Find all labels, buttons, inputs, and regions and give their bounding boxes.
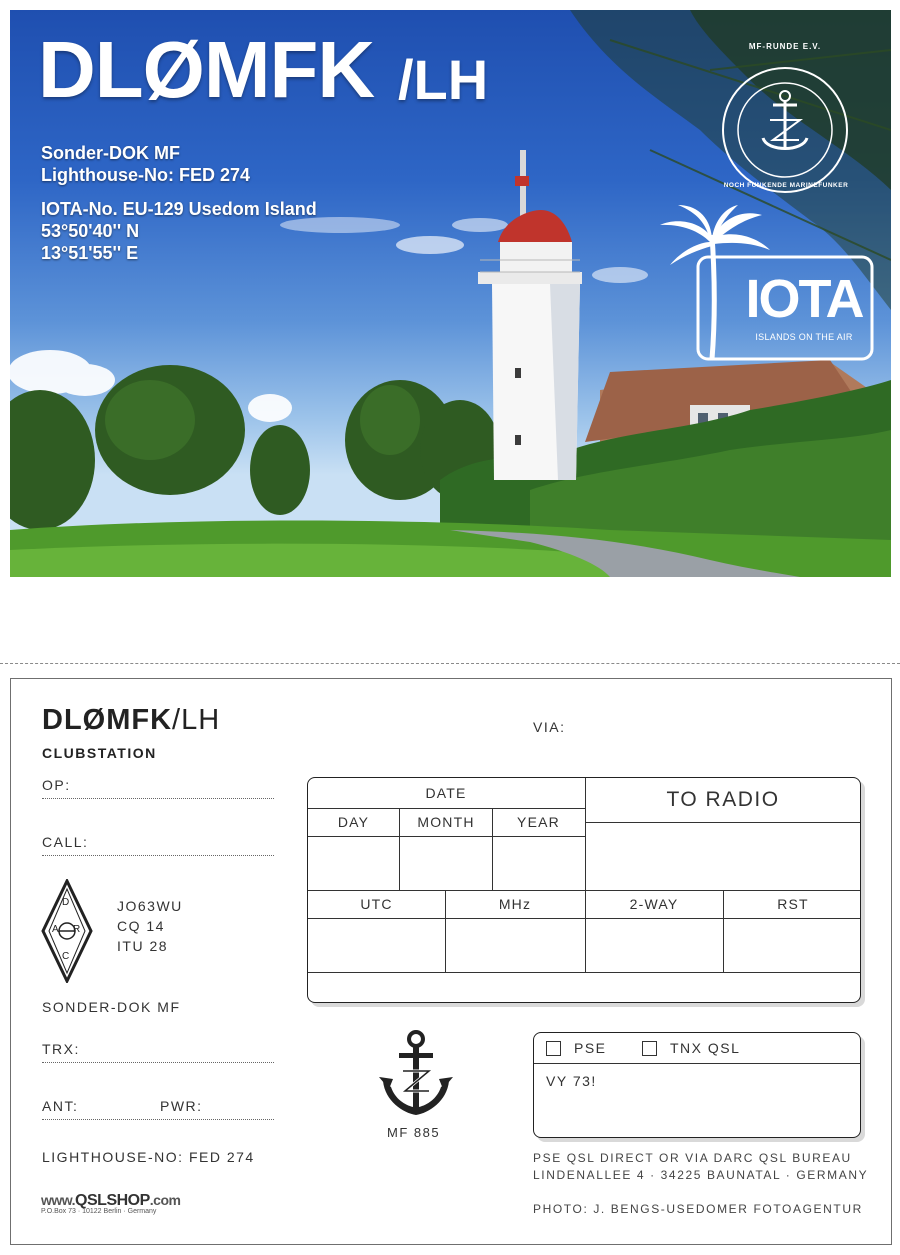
darc-letter-d: D — [62, 897, 70, 908]
photo-credit: PHOTO: J. BENGS-USEDOMER FOTOAGENTUR — [533, 1202, 863, 1216]
grid-line — [492, 808, 493, 890]
qsl-request-box — [533, 1032, 861, 1138]
grid-line — [399, 808, 400, 890]
grid-line — [308, 808, 585, 809]
date-header: DATE — [425, 785, 467, 801]
ant-label: ANT: — [42, 1098, 79, 1114]
to-radio-input[interactable] — [585, 822, 861, 889]
mf-runde-badge-top-text: MF-RUNDE E.V. — [748, 42, 822, 51]
darc-letter-a: A — [52, 924, 59, 935]
trx-field[interactable] — [42, 1041, 274, 1063]
front-latitude: 53°50'40'' N — [41, 221, 140, 241]
front-callsign: DLØMFK — [38, 25, 375, 114]
utc-header: UTC — [360, 896, 393, 912]
op-field[interactable] — [42, 777, 274, 799]
trx-label: TRX: — [42, 1041, 80, 1057]
rst-header: RST — [777, 896, 809, 912]
qsl-divider — [534, 1063, 860, 1064]
mhz-header: MHz — [498, 896, 532, 912]
pse-checkbox[interactable] — [546, 1041, 561, 1056]
grid-line — [445, 890, 446, 972]
qsl-card-front — [10, 10, 891, 577]
utc-input[interactable] — [308, 918, 445, 971]
day-header: DAY — [337, 814, 370, 830]
op-label: OP: — [42, 777, 71, 793]
qsl-card-back — [10, 678, 892, 1245]
darc-letter-c: C — [62, 951, 70, 962]
qslshop-name: QSLSHOP — [75, 1192, 150, 1209]
itu-zone: ITU 28 — [117, 938, 169, 954]
tnx-qsl-checkbox[interactable] — [642, 1041, 657, 1056]
to-radio-header: TO RADIO — [666, 788, 780, 811]
day-input[interactable] — [308, 836, 399, 889]
rst-input[interactable] — [724, 918, 861, 971]
back-callsign-suffix: /LH — [172, 704, 221, 736]
front-lighthouse-number: Lighthouse-No: FED 274 — [41, 165, 251, 185]
qslshop-address: P.O.Box 73 · 10122 Berlin · Germany — [41, 1208, 157, 1215]
vy73-text: VY 73! — [546, 1073, 597, 1089]
grid-line — [585, 778, 586, 972]
sonder-dok: SONDER-DOK MF — [42, 999, 181, 1015]
lighthouse-number: LIGHTHOUSE-NO: FED 274 — [42, 1149, 255, 1165]
grid-line — [308, 972, 861, 973]
call-field[interactable] — [42, 834, 274, 856]
qso-table — [307, 777, 861, 1003]
grid-line — [723, 890, 724, 972]
mf-number: MF 885 — [387, 1125, 441, 1140]
year-header: YEAR — [517, 814, 560, 830]
back-callsign-main: DLØMFK — [42, 704, 173, 736]
locator: JO63WU — [117, 898, 183, 914]
ant-pwr-field[interactable] — [42, 1098, 274, 1120]
qslshop-suffix: .com — [149, 1192, 181, 1208]
grid-line — [308, 836, 585, 837]
front-longitude: 13°51'55'' E — [41, 243, 139, 263]
month-header: MONTH — [417, 814, 475, 830]
darc-letter-r: R — [73, 924, 81, 935]
iota-logo-subtext: ISLANDS ON THE AIR — [755, 332, 853, 342]
anchor-icon — [379, 1029, 453, 1121]
bureau-line-1: PSE QSL DIRECT OR VIA DARC QSL BUREAU — [533, 1151, 852, 1165]
front-dok: Sonder-DOK MF — [41, 143, 180, 163]
grid-line — [585, 822, 861, 823]
mhz-input[interactable] — [446, 918, 584, 971]
two-way-input[interactable] — [585, 918, 723, 971]
front-iota-number: IOTA-No. EU-129 Usedom Island — [41, 199, 317, 219]
tnx-qsl-label: TNX QSL — [670, 1040, 741, 1056]
pse-label: PSE — [574, 1040, 607, 1056]
via-field[interactable]: VIA: — [533, 719, 566, 735]
back-callsign — [42, 706, 220, 735]
cq-zone: CQ 14 — [117, 918, 165, 934]
call-label: CALL: — [42, 834, 89, 850]
two-way-header: 2-WAY — [629, 896, 679, 912]
bureau-line-2: LINDENALLEE 4 · 34225 BAUNATAL · GERMANY — [533, 1168, 869, 1182]
mf-runde-badge-bottom-text: NOCH FUNKENDE MARINEFUNKER — [723, 182, 849, 189]
pwr-label: PWR: — [160, 1098, 203, 1114]
month-input[interactable] — [400, 836, 492, 889]
cut-line — [0, 663, 900, 664]
iota-logo-text: IOTA — [745, 269, 863, 329]
year-input[interactable] — [493, 836, 584, 889]
darc-diamond-logo — [41, 879, 93, 983]
clubstation-label: CLUBSTATION — [42, 745, 157, 761]
qslshop-prefix: www. — [41, 1192, 76, 1208]
front-callsign-suffix: /LH — [398, 48, 489, 111]
